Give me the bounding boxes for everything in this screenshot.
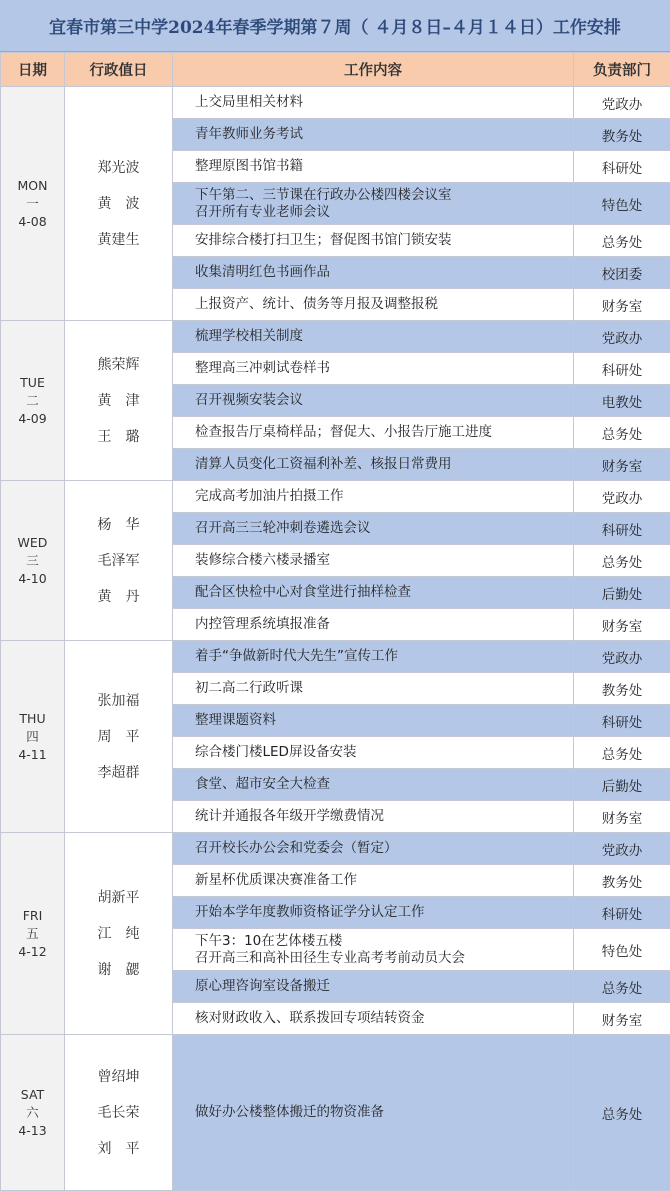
duty-person: 毛长荣 — [65, 1095, 172, 1131]
duty-person: 黄 丹 — [65, 579, 172, 615]
day-zh: 五 — [1, 925, 64, 943]
task-text: 核对财政收入、联系拨回专项结转资金 — [195, 1010, 573, 1027]
task-cell — [173, 449, 574, 481]
task-text: 召开高三三轮冲刺卷遴选会议 — [195, 520, 573, 537]
day-en: MON — [1, 177, 64, 195]
dept-cell: 总务处 — [574, 545, 670, 577]
task-cell — [173, 705, 574, 737]
task-text: 着手“争做新时代大先生”宣传工作 — [195, 648, 573, 665]
schedule-body — [1, 87, 670, 1191]
dept-cell: 后勤处 — [574, 769, 670, 801]
duty-cell — [65, 641, 173, 833]
header-duty: 行政值日 — [65, 53, 173, 87]
day-date: 4-08 — [1, 213, 64, 231]
duty-person: 毛泽军 — [65, 543, 172, 579]
task-cell — [173, 897, 574, 929]
task-cell — [173, 609, 574, 641]
task-cell — [173, 183, 574, 225]
task-cell — [173, 119, 574, 151]
task-text: 召开高三和高补田径生专业高考考前动员大会 — [195, 950, 573, 967]
dept-cell: 党政办 — [574, 641, 670, 673]
dept-cell: 科研处 — [574, 705, 670, 737]
task-text: 整理原图书馆书籍 — [195, 158, 573, 175]
day-cell — [1, 481, 65, 641]
day-en: SAT — [1, 1086, 64, 1104]
day-en: THU — [1, 710, 64, 728]
day-date: 4-10 — [1, 570, 64, 588]
task-cell — [173, 833, 574, 865]
dept-cell: 科研处 — [574, 353, 670, 385]
task-cell — [173, 865, 574, 897]
task-text: 召开所有专业老师会议 — [195, 204, 573, 221]
task-text: 整理高三冲刺试卷样书 — [195, 360, 573, 377]
task-text: 下午3：10在艺体楼五楼 — [195, 933, 573, 950]
task-cell — [173, 801, 574, 833]
duty-person: 李超群 — [65, 755, 172, 791]
dept-cell: 总务处 — [574, 737, 670, 769]
task-cell — [173, 87, 574, 119]
task-cell — [173, 577, 574, 609]
day-cell — [1, 87, 65, 321]
day-date: 4-13 — [1, 1122, 64, 1140]
duty-person: 张加福 — [65, 683, 172, 719]
dept-cell: 电教处 — [574, 385, 670, 417]
task-text: 综合楼门楼LED屏设备安装 — [195, 744, 573, 761]
duty-person: 熊荣辉 — [65, 347, 172, 383]
day-zh: 二 — [1, 392, 64, 410]
task-cell — [173, 289, 574, 321]
day-cell — [1, 833, 65, 1035]
task-cell — [173, 769, 574, 801]
day-date: 4-09 — [1, 410, 64, 428]
duty-person: 杨 华 — [65, 507, 172, 543]
duty-person: 黄 津 — [65, 383, 172, 419]
task-cell — [173, 417, 574, 449]
duty-cell — [65, 1035, 173, 1191]
table-row — [1, 1035, 670, 1191]
day-zh: 三 — [1, 552, 64, 570]
task-text: 新星杯优质课决赛准备工作 — [195, 872, 573, 889]
day-zh: 四 — [1, 728, 64, 746]
task-text: 完成高考加油片拍摄工作 — [195, 488, 573, 505]
dept-cell: 财务室 — [574, 1003, 670, 1035]
task-text: 安排综合楼打扫卫生；督促图书馆门锁安装 — [195, 232, 573, 249]
task-text: 统计并通报各年级开学缴费情况 — [195, 808, 573, 825]
header-dept: 负责部门 — [574, 53, 670, 87]
duty-cell — [65, 833, 173, 1035]
schedule-table — [0, 52, 670, 1191]
task-cell — [173, 971, 574, 1003]
task-text: 做好办公楼整体搬迁的物资准备 — [195, 1104, 573, 1121]
page-title: 宜春市第三中学2024年春季学期第７周（ ４月８日–４月１４日）工作安排 — [0, 0, 670, 52]
task-text: 食堂、超市安全大检查 — [195, 776, 573, 793]
duty-person: 曾绍坤 — [65, 1059, 172, 1095]
duty-person: 江 纯 — [65, 916, 172, 952]
dept-cell: 总务处 — [574, 1035, 670, 1191]
task-cell — [173, 513, 574, 545]
task-text: 内控管理系统填报准备 — [195, 616, 573, 633]
day-zh: 一 — [1, 195, 64, 213]
task-text: 整理课题资料 — [195, 712, 573, 729]
day-en: TUE — [1, 374, 64, 392]
dept-cell: 总务处 — [574, 971, 670, 1003]
dept-cell: 教务处 — [574, 119, 670, 151]
dept-cell: 财务室 — [574, 801, 670, 833]
duty-person: 胡新平 — [65, 880, 172, 916]
duty-person: 刘 平 — [65, 1131, 172, 1167]
dept-cell: 后勤处 — [574, 577, 670, 609]
task-cell — [173, 481, 574, 513]
dept-cell: 科研处 — [574, 513, 670, 545]
task-cell — [173, 385, 574, 417]
dept-cell: 科研处 — [574, 897, 670, 929]
duty-cell — [65, 321, 173, 481]
task-text: 梳理学校相关制度 — [195, 328, 573, 345]
dept-cell: 教务处 — [574, 865, 670, 897]
task-cell — [173, 641, 574, 673]
task-text: 收集清明红色书画作品 — [195, 264, 573, 281]
task-text: 检查报告厅桌椅样品；督促大、小报告厅施工进度 — [195, 424, 573, 441]
task-cell — [173, 545, 574, 577]
day-date: 4-11 — [1, 746, 64, 764]
dept-cell: 财务室 — [574, 449, 670, 481]
dept-cell: 科研处 — [574, 151, 670, 183]
task-cell — [173, 737, 574, 769]
dept-cell: 总务处 — [574, 225, 670, 257]
task-cell — [173, 151, 574, 183]
task-text: 下午第二、三节课在行政办公楼四楼会议室 — [195, 187, 573, 204]
dept-cell: 校团委 — [574, 257, 670, 289]
task-cell — [173, 225, 574, 257]
task-text: 开始本学年度教师资格证学分认定工作 — [195, 904, 573, 921]
dept-cell: 教务处 — [574, 673, 670, 705]
table-row — [1, 481, 670, 513]
duty-person: 周 平 — [65, 719, 172, 755]
day-zh: 六 — [1, 1104, 64, 1122]
duty-person: 谢 勰 — [65, 952, 172, 988]
dept-cell: 财务室 — [574, 289, 670, 321]
table-row — [1, 833, 670, 865]
duty-person: 黄 波 — [65, 186, 172, 222]
duty-cell — [65, 481, 173, 641]
day-cell — [1, 1035, 65, 1191]
task-text: 配合区快检中心对食堂进行抽样检查 — [195, 584, 573, 601]
task-text: 上报资产、统计、债务等月报及调整报税 — [195, 296, 573, 313]
day-cell — [1, 321, 65, 481]
task-text: 青年教师业务考试 — [195, 126, 573, 143]
duty-person: 郑光波 — [65, 150, 172, 186]
dept-cell: 党政办 — [574, 321, 670, 353]
duty-person: 黄建生 — [65, 222, 172, 258]
task-text: 上交局里相关材料 — [195, 94, 573, 111]
task-text: 原心理咨询室设备搬迁 — [195, 978, 573, 995]
task-text: 初二高二行政听课 — [195, 680, 573, 697]
table-header-row — [1, 53, 670, 87]
header-date: 日期 — [1, 53, 65, 87]
task-text: 装修综合楼六楼录播室 — [195, 552, 573, 569]
day-en: WED — [1, 534, 64, 552]
dept-cell: 特色处 — [574, 929, 670, 971]
dept-cell: 特色处 — [574, 183, 670, 225]
task-cell — [173, 1035, 574, 1191]
task-cell — [173, 257, 574, 289]
table-row — [1, 321, 670, 353]
task-cell — [173, 353, 574, 385]
duty-cell — [65, 87, 173, 321]
duty-person: 王 璐 — [65, 419, 172, 455]
task-text: 清算人员变化工资福利补差、核报日常费用 — [195, 456, 573, 473]
task-cell — [173, 673, 574, 705]
dept-cell: 党政办 — [574, 87, 670, 119]
task-text: 召开校长办公会和党委会（暂定） — [195, 840, 573, 857]
task-cell — [173, 1003, 574, 1035]
task-text: 召开视频安装会议 — [195, 392, 573, 409]
dept-cell: 财务室 — [574, 609, 670, 641]
dept-cell: 总务处 — [574, 417, 670, 449]
day-en: FRI — [1, 907, 64, 925]
day-date: 4-12 — [1, 943, 64, 961]
dept-cell: 党政办 — [574, 481, 670, 513]
task-cell — [173, 321, 574, 353]
table-row — [1, 87, 670, 119]
dept-cell: 党政办 — [574, 833, 670, 865]
header-content: 工作内容 — [173, 53, 574, 87]
day-cell — [1, 641, 65, 833]
table-row — [1, 641, 670, 673]
task-cell — [173, 929, 574, 971]
